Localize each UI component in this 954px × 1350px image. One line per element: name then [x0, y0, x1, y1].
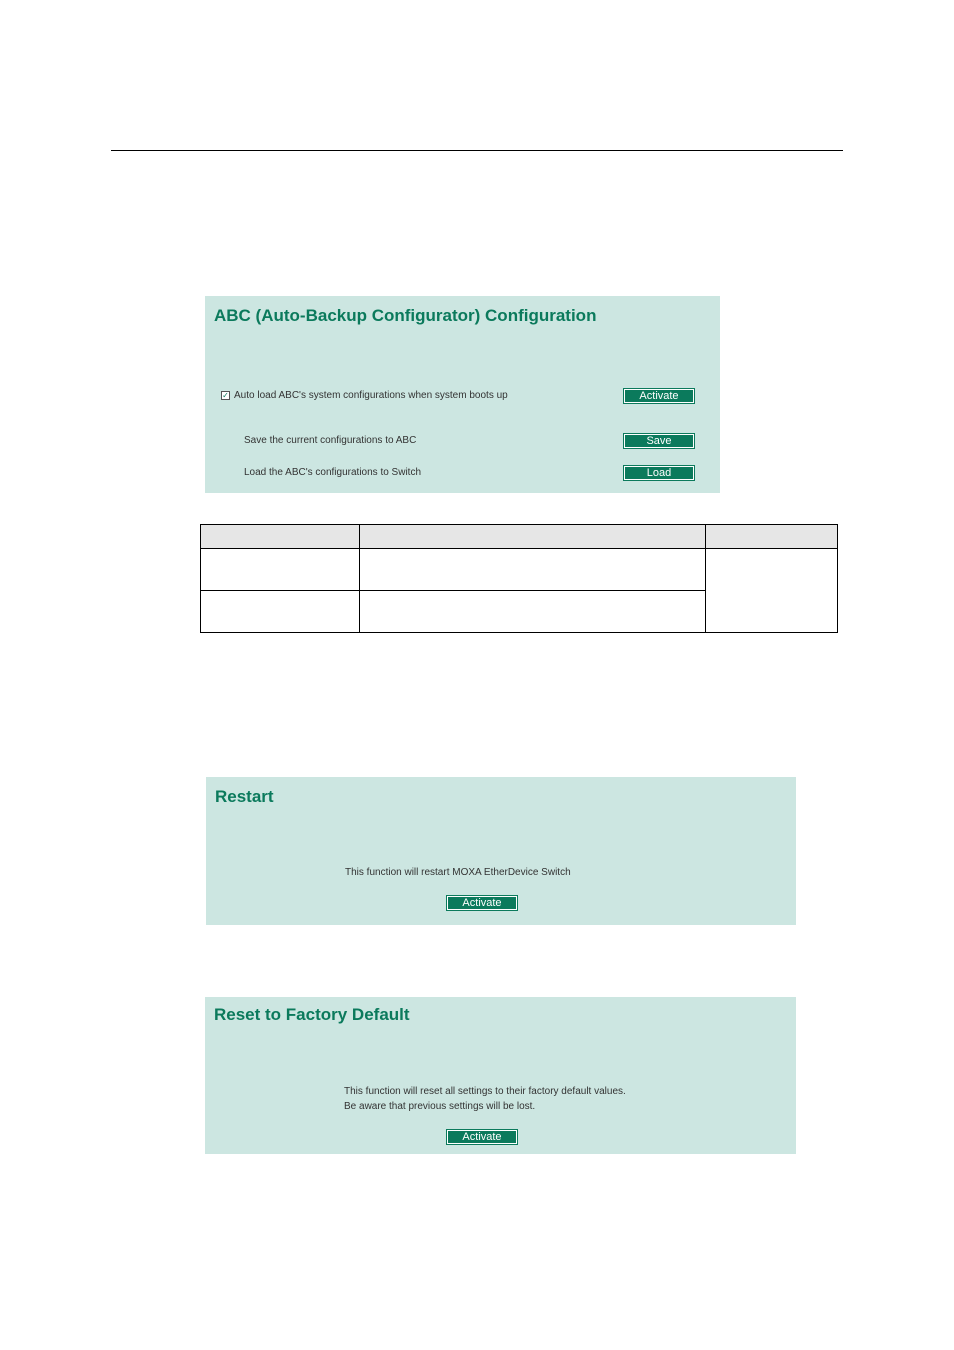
table-header-cell	[706, 525, 838, 549]
table-cell	[360, 591, 706, 633]
restart-title: Restart	[215, 787, 274, 806]
restart-panel	[206, 777, 796, 925]
table-header-row	[201, 525, 838, 549]
reset-panel	[205, 997, 796, 1154]
reset-message-line2: Be aware that previous settings will be lost.	[344, 1101, 536, 1112]
save-config-label: Save the current configurations to ABC	[244, 435, 417, 446]
reset-title: Reset to Factory Default	[214, 1005, 410, 1024]
table-cell	[201, 549, 360, 591]
table-cell-merged	[706, 549, 838, 633]
auto-load-checkbox[interactable]: ✓	[222, 391, 229, 400]
abc-config-panel	[205, 296, 720, 493]
auto-load-activate-button[interactable]: Activate	[624, 389, 694, 403]
table-row	[201, 549, 838, 591]
table-cell	[360, 549, 706, 591]
header-rule	[111, 150, 843, 151]
restart-activate-button[interactable]: Activate	[447, 896, 517, 910]
auto-load-label: Auto load ABC's system configurations when system boots up	[234, 390, 508, 401]
restart-message: This function will restart MOXA EtherDevice Switch	[345, 867, 571, 878]
load-config-label: Load the ABC's configurations to Switch	[244, 467, 422, 478]
load-button[interactable]: Load	[624, 466, 694, 480]
save-button[interactable]: Save	[624, 434, 694, 448]
table-header-cell	[201, 525, 360, 549]
abc-config-title: ABC (Auto-Backup Configurator) Configuration	[214, 306, 597, 325]
reset-message-line1: This function will reset all settings to their factory default values.	[344, 1086, 626, 1097]
table-cell	[201, 591, 360, 633]
reset-activate-button[interactable]: Activate	[447, 1130, 517, 1144]
table-header-cell	[360, 525, 706, 549]
settings-table	[200, 524, 838, 633]
